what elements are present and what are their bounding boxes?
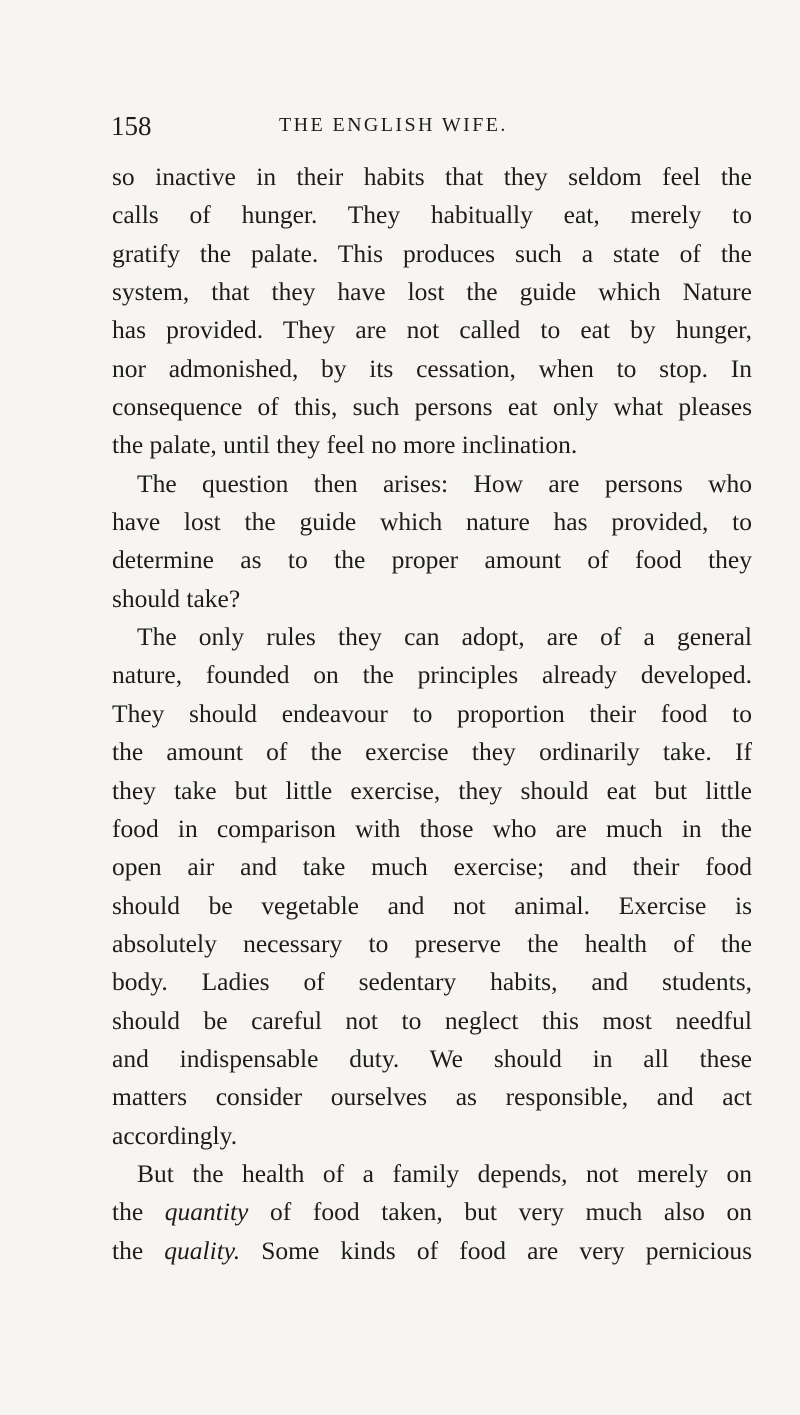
italic-word: quality. xyxy=(164,1235,241,1265)
text-line: consequence of this, such persons eat only what pleases xyxy=(112,392,752,422)
text-line xyxy=(112,1193,752,1231)
text-line: should be careful not to neglect this most needful xyxy=(112,1005,752,1035)
text-line xyxy=(112,1232,752,1270)
text-line: should take? xyxy=(112,583,241,613)
text-line: They should endeavour to proportion their food to xyxy=(112,698,752,728)
text-line: have lost the guide which nature has provided, to xyxy=(112,507,752,537)
text-line: open air and take much exercise; and their food xyxy=(112,852,752,882)
text-line: gratify the palate. This produces such a state of the xyxy=(112,238,752,268)
text-line: has provided. They are not called to eat by hunger, xyxy=(112,315,752,345)
text-line: the palate, until they feel no more inclination. xyxy=(112,430,578,460)
running-head xyxy=(111,111,751,141)
text-line: the amount of the exercise they ordinarily take. If xyxy=(112,737,752,767)
text-line: The only rules they can adopt, are of a general xyxy=(137,622,752,652)
text-line: matters consider ourselves as responsible, and act xyxy=(112,1082,752,1112)
text-fragment: of food taken, but very much also on xyxy=(269,1197,753,1227)
text-line: they take but little exercise, they should eat but little xyxy=(112,775,752,805)
text-line: But the health of a family depends, not merely on xyxy=(137,1158,752,1188)
page-number: 158 xyxy=(111,111,152,141)
text-line: body. Ladies of sedentary habits, and students, xyxy=(112,967,752,997)
text-fragment: the xyxy=(112,1197,144,1227)
text-line: nature, founded on the principles already developed. xyxy=(112,660,752,690)
text-line: nor admonished, by its cessation, when to stop. In xyxy=(112,353,752,383)
text-line: should be vegetable and not animal. Exercise is xyxy=(112,890,752,920)
text-line: The question then arises: How are persons who xyxy=(137,468,752,498)
text-line: determine as to the proper amount of food they xyxy=(112,545,752,575)
italic-word: quantity xyxy=(164,1197,249,1227)
text-line: and indispensable duty. We should in all these xyxy=(112,1043,752,1073)
text-line: food in comparison with those who are much in the xyxy=(112,813,752,843)
text-line: calls of hunger. They habitually eat, merely to xyxy=(112,200,752,230)
text-line: so inactive in their habits that they seldom feel the xyxy=(112,162,752,191)
text-fragment: the xyxy=(112,1235,144,1265)
text-fragment: Some kinds of food are very pernicious xyxy=(261,1235,753,1265)
running-title: THE ENGLISH WIFE. xyxy=(279,114,508,136)
text-line: accordingly. xyxy=(112,1120,238,1150)
body-text xyxy=(112,158,752,1270)
text-line: system, that they have lost the guide which Nature xyxy=(112,277,752,307)
text-line: absolutely necessary to preserve the health of the xyxy=(112,928,752,958)
